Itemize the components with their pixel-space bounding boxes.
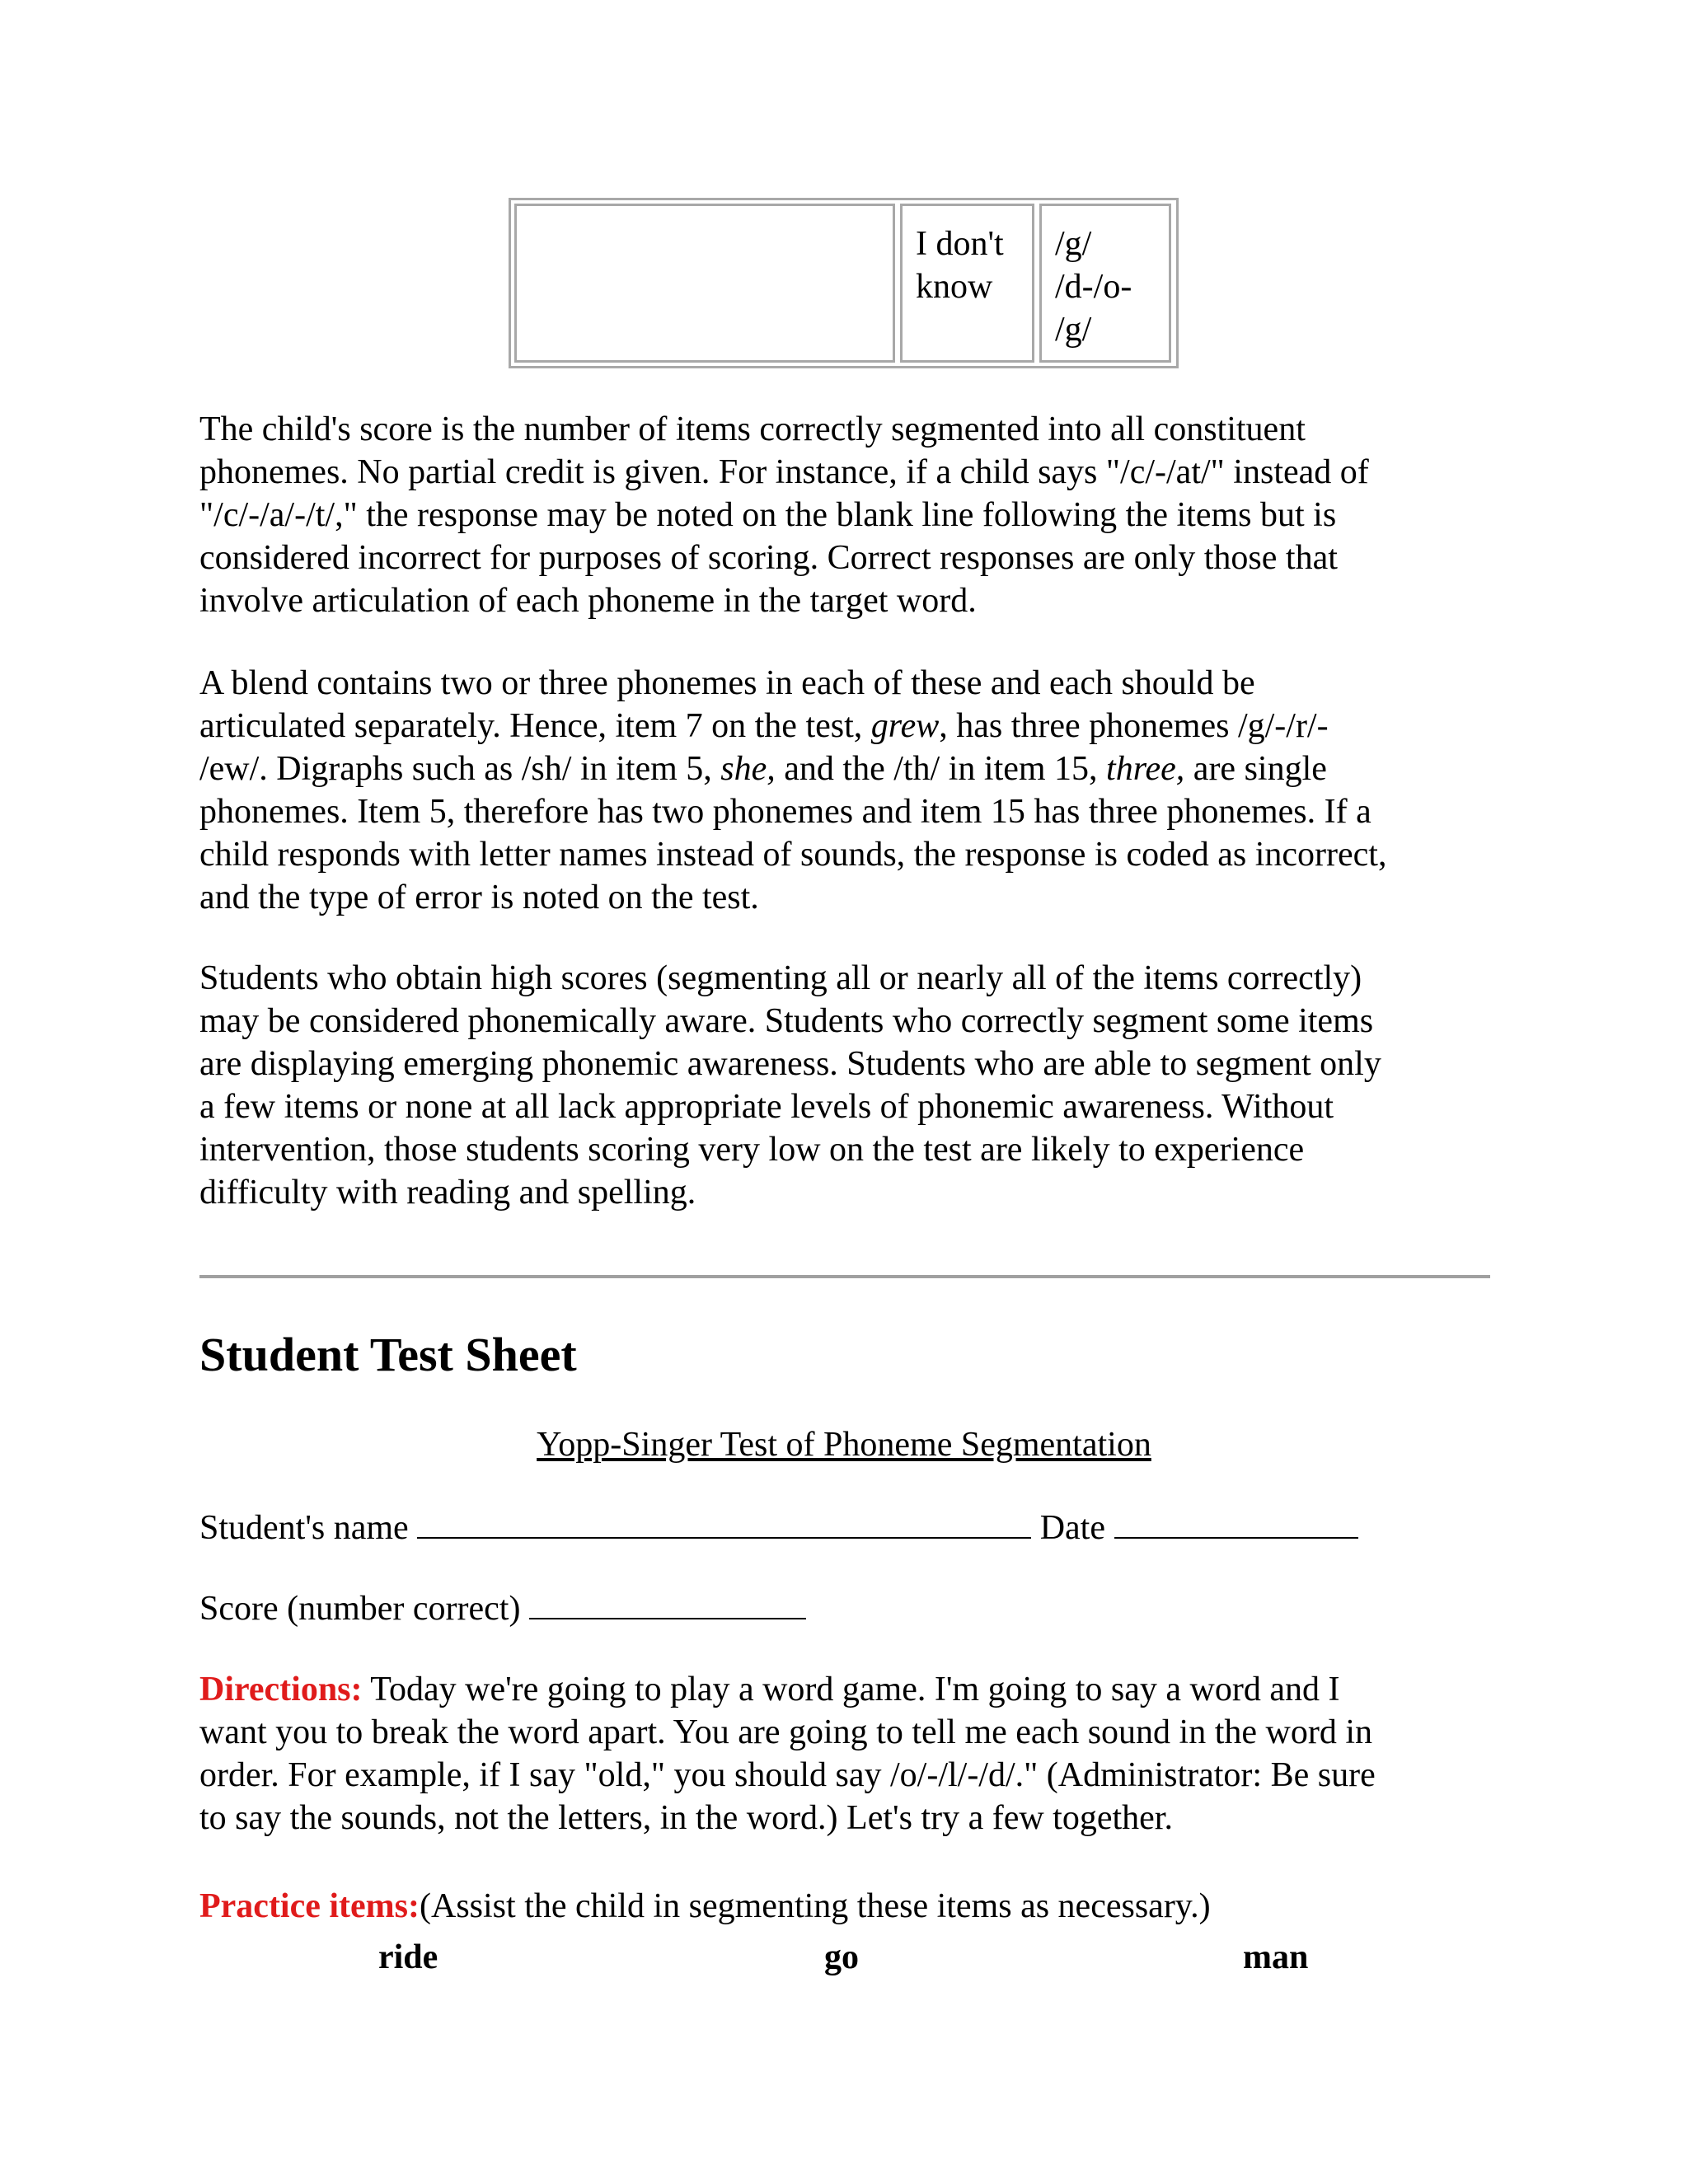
table-cell-empty <box>514 204 895 363</box>
phoneme-line: /g/ <box>1055 225 1092 263</box>
paragraph-line <box>199 748 1502 790</box>
paragraph-line: phonemes. No partial credit is given. For instance, if a child says "/c/-/at/" instead of <box>199 453 1369 491</box>
section-title: Student Test Sheet <box>199 1328 577 1381</box>
paragraph-line: The child's score is the number of items correctly segmented into all constituent <box>199 410 1306 448</box>
paragraph-line <box>199 705 1502 748</box>
example-word-she: she, <box>720 750 776 788</box>
table-cell-phonemes <box>1039 204 1171 363</box>
paragraph-line <box>199 1885 1502 1928</box>
paragraph-line: to say the sounds, not the letters, in the word.) Let's try a few together. <box>199 1799 1173 1837</box>
text-run: and the /th/ in item 15, <box>775 750 1107 788</box>
paragraph-line: A blend contains two or three phonemes in each of these and each should be <box>199 664 1255 702</box>
test-title: Yopp-Singer Test of Phoneme Segmentation <box>537 1426 1151 1464</box>
example-word-three: three, <box>1106 750 1185 788</box>
student-name-label: Student's name <box>199 1509 409 1547</box>
table-cell-response <box>900 204 1034 363</box>
practice-word: ride <box>378 1938 438 1976</box>
directions-label: Directions: <box>199 1671 363 1708</box>
paragraph-line: Students who obtain high scores (segmenting all or nearly all of the items correctly) <box>199 959 1362 997</box>
text-run: (Assist the child in segmenting these items as necessary.) <box>420 1887 1211 1925</box>
score-row <box>199 1586 806 1630</box>
student-name-blank[interactable] <box>417 1506 1031 1539</box>
blend-paragraph <box>199 662 1502 919</box>
text-run: /ew/. Digraphs such as /sh/ in item 5, <box>199 750 721 788</box>
text-run: are single <box>1184 750 1327 788</box>
text-run: Today we're going to play a word game. I'm going to say a word and I <box>362 1671 1340 1708</box>
response-table <box>509 198 1179 368</box>
paragraph-line: and the type of error is noted on the test. <box>199 879 759 916</box>
paragraph-line: order. For example, if I say "old," you should say /o/-/l/-/d/." (Administrator: Be sure <box>199 1756 1376 1794</box>
paragraph-line: phonemes. Item 5, therefore has two phonemes and item 15 has three phonemes. If a <box>199 793 1372 831</box>
practice-word: go <box>824 1938 859 1976</box>
response-line: I don't <box>916 225 1004 263</box>
phoneme-line: /d-/o- <box>1055 268 1132 306</box>
practice-paragraph <box>199 1885 1502 1928</box>
scoring-paragraph <box>199 408 1502 622</box>
paragraph-line: want you to break the word apart. You are going to tell me each sound in the word in <box>199 1713 1373 1751</box>
name-date-row <box>199 1506 1358 1549</box>
paragraph-line: are displaying emerging phonemic awareness. Students who are able to segment only <box>199 1045 1381 1083</box>
response-line: know <box>916 268 993 306</box>
paragraph-line: child responds with letter names instead of sounds, the response is coded as incorrect, <box>199 836 1387 874</box>
date-label: Date <box>1039 1509 1105 1547</box>
interpretation-paragraph <box>199 957 1502 1214</box>
paragraph-line: "/c/-/a/-/t/," the response may be noted on the blank line following the items but is <box>199 496 1337 534</box>
horizontal-divider <box>199 1275 1490 1278</box>
paragraph-line: may be considered phonemically aware. Students who correctly segment some items <box>199 1002 1374 1040</box>
paragraph-line: involve articulation of each phoneme in the target word. <box>199 582 977 620</box>
text-run: , has three phonemes /g/-/r/- <box>939 707 1329 745</box>
practice-word: man <box>1243 1938 1309 1976</box>
paragraph-line: intervention, those students scoring very low on the test are likely to experience <box>199 1131 1305 1169</box>
text-run: articulated separately. Hence, item 7 on the test, <box>199 707 871 745</box>
paragraph-line: difficulty with reading and spelling. <box>199 1174 696 1212</box>
paragraph-line: considered incorrect for purposes of scoring. Correct responses are only those that <box>199 539 1338 577</box>
paragraph-line <box>199 1668 1502 1711</box>
date-blank[interactable] <box>1114 1506 1358 1539</box>
phoneme-line: /g/ <box>1055 311 1092 349</box>
score-label: Score (number correct) <box>199 1590 521 1628</box>
example-word-grew: grew <box>870 707 940 745</box>
directions-paragraph <box>199 1668 1502 1840</box>
paragraph-line: a few items or none at all lack appropriate levels of phonemic awareness. Without <box>199 1088 1334 1126</box>
score-blank[interactable] <box>529 1586 806 1619</box>
practice-label: Practice items: <box>199 1887 420 1925</box>
